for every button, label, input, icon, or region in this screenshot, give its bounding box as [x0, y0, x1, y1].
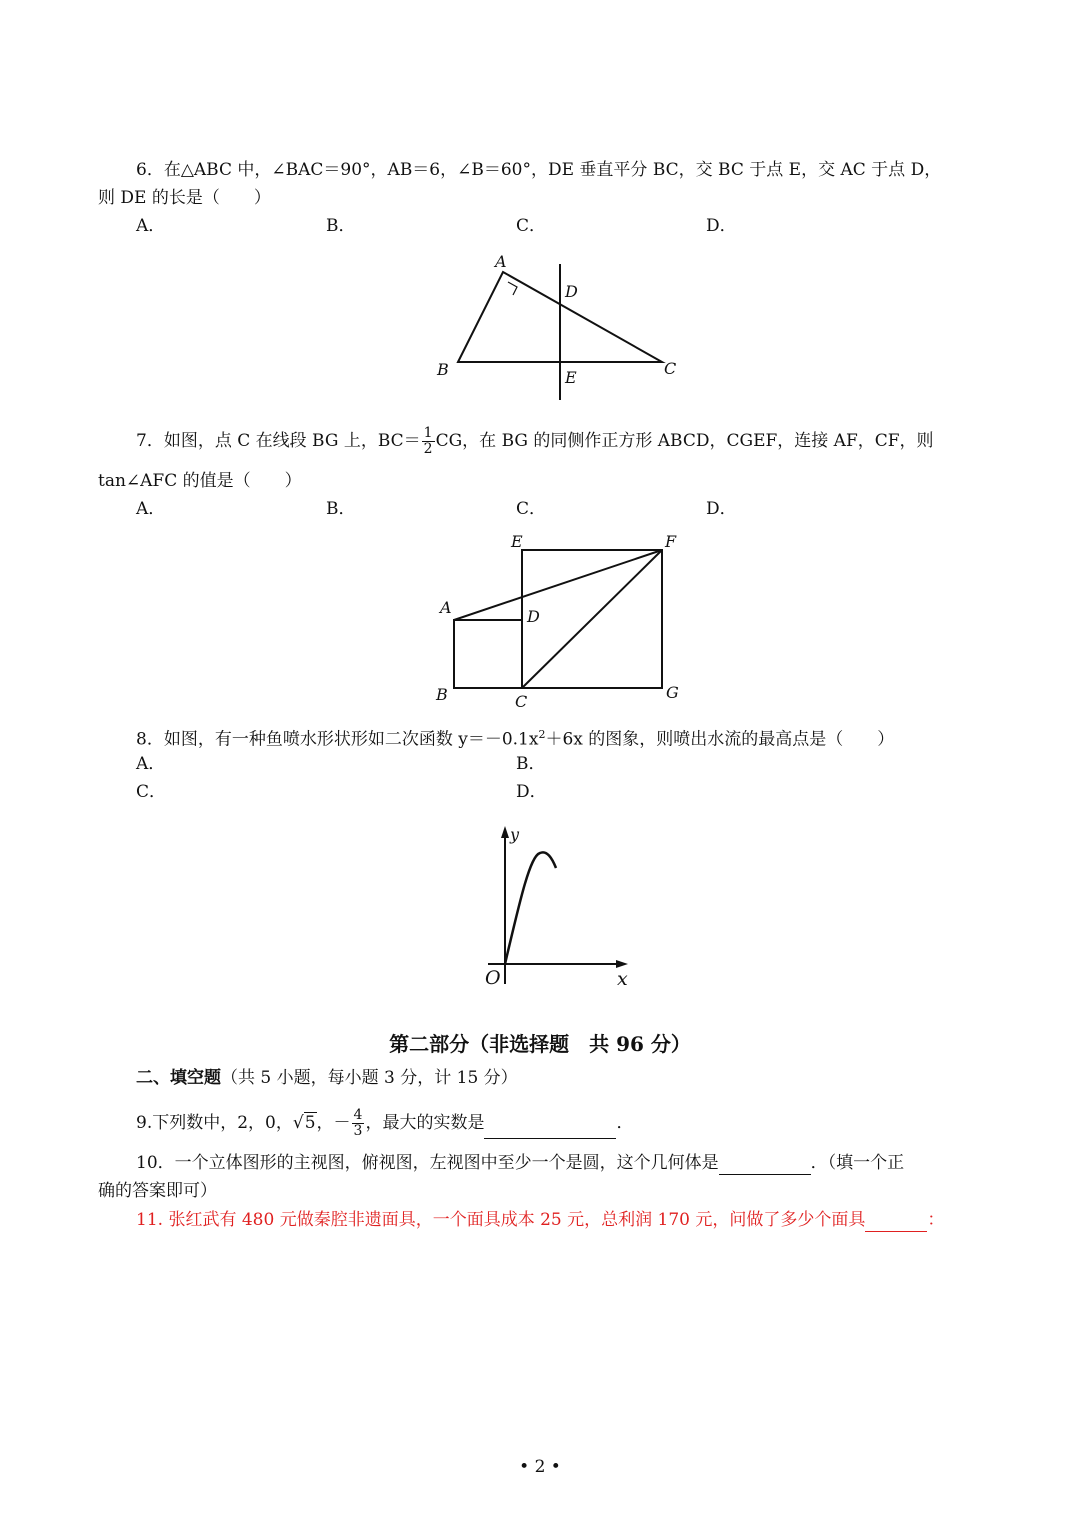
- q9-end: ．: [616, 1113, 634, 1133]
- part2-title: [0, 1030, 1080, 1058]
- q9-fraction: [352, 1108, 365, 1139]
- q11-stem: [136, 1208, 944, 1232]
- q6-stem-line1: 6．在△ABC 中，∠BAC＝90°，AB＝6，∠B＝60°，DE 垂直平分 BC，交 BC 于点 E，交 AC 于点 D，: [136, 160, 942, 180]
- q9-sqrt-radicand: 5: [304, 1113, 316, 1133]
- page-number: • 2 •: [519, 1457, 561, 1477]
- q6-option-c: C．: [516, 216, 547, 236]
- q10-line1: 10．一个立体图形的主视图，俯视图，左视图中至少一个是圆，这个几何体是: [136, 1153, 719, 1173]
- q9-frac-den: 3: [353, 1123, 363, 1139]
- q7-stem-part2: CG，在 BG 的同侧作正方形 ABCD，CGEF，连接 AF，CF，则: [435, 431, 934, 451]
- q7-option-b: B．: [326, 499, 356, 519]
- q7-option-d: D．: [706, 499, 737, 519]
- q6-label-b: B: [437, 360, 449, 379]
- q7-label-c: C: [515, 692, 528, 711]
- q8-stem-part1: 8．如图，有一种鱼喷水形状形如二次函数 y＝－0.1x: [136, 729, 539, 750]
- q10-line1-end: ．（填一个正: [810, 1153, 905, 1173]
- q7-stem-line2: tan∠AFC 的值是（ ）: [98, 471, 302, 491]
- q7-label-g: G: [666, 683, 679, 702]
- q6-label-e: E: [565, 368, 577, 387]
- q8-label-o: O: [485, 967, 501, 989]
- q7-label-f: F: [665, 532, 677, 551]
- q7-stem-part1: 7．如图，点 C 在线段 BG 上，BC＝: [136, 431, 421, 451]
- q10-stem-line2: 确的答案即可）: [98, 1181, 217, 1201]
- q6-label-c: C: [664, 359, 677, 378]
- q6-stem-line2: 则 DE 的长是（ ）: [98, 188, 271, 208]
- q9-part3: ，最大的实数是: [365, 1113, 485, 1133]
- q10-stem-line1: [136, 1151, 904, 1175]
- q9-part2: ，－: [316, 1113, 351, 1133]
- q7-label-e: E: [511, 532, 523, 551]
- q6-label-d: D: [565, 282, 578, 301]
- q8-option-a: A．: [136, 754, 166, 774]
- q7-option-c: C．: [516, 499, 547, 519]
- q8-label-y: y: [510, 825, 520, 844]
- q9-frac-num: 4: [353, 1107, 363, 1123]
- q11-answer-blank[interactable]: [865, 1211, 927, 1232]
- q8-superscript: 2: [538, 728, 546, 741]
- q7-label-a: A: [440, 598, 452, 617]
- q7-option-a: A．: [136, 499, 166, 519]
- q11-end: ：: [927, 1210, 945, 1230]
- q9-stem: 9.下列数中，2，0，√5，－ $\frac{4}{3}$ ，最大的实数是 ．: [136, 1107, 634, 1139]
- q9-answer-blank[interactable]: [484, 1118, 616, 1139]
- q7-frac-den: 2: [423, 441, 433, 457]
- q8-option-d: D．: [516, 782, 547, 802]
- q6-label-a: A: [495, 252, 507, 271]
- section2-heading-line: [136, 1066, 518, 1090]
- q8-label-x: x: [617, 968, 628, 990]
- section2-note: （共 5 小题，每小题 3 分，计 15 分）: [221, 1068, 518, 1088]
- q7-label-b: B: [436, 685, 448, 704]
- section2-heading: 二、填空题: [136, 1068, 221, 1088]
- q6-option-b: B．: [326, 216, 356, 236]
- q11-text: 11. 张红武有 480 元做秦腔非遗面具，一个面具成本 25 元，总利润 170 元，问做了多少个面具: [136, 1210, 866, 1230]
- q10-answer-blank[interactable]: [719, 1154, 811, 1175]
- q7-label-d: D: [527, 607, 540, 626]
- q8-option-c: C．: [136, 782, 167, 802]
- q6-option-d: D．: [706, 216, 737, 236]
- q8-stem-part2: ＋6x 的图象，则喷出水流的最高点是（ ）: [545, 729, 895, 750]
- q9-part1: 9.下列数中，2，0，: [136, 1113, 293, 1133]
- q8-option-b: B．: [516, 754, 546, 774]
- q6-option-a: A．: [136, 216, 166, 236]
- q7-frac-num: 1: [423, 425, 433, 441]
- part2-title-text: 第二部分（非选择题 共 96 分）: [389, 1032, 691, 1056]
